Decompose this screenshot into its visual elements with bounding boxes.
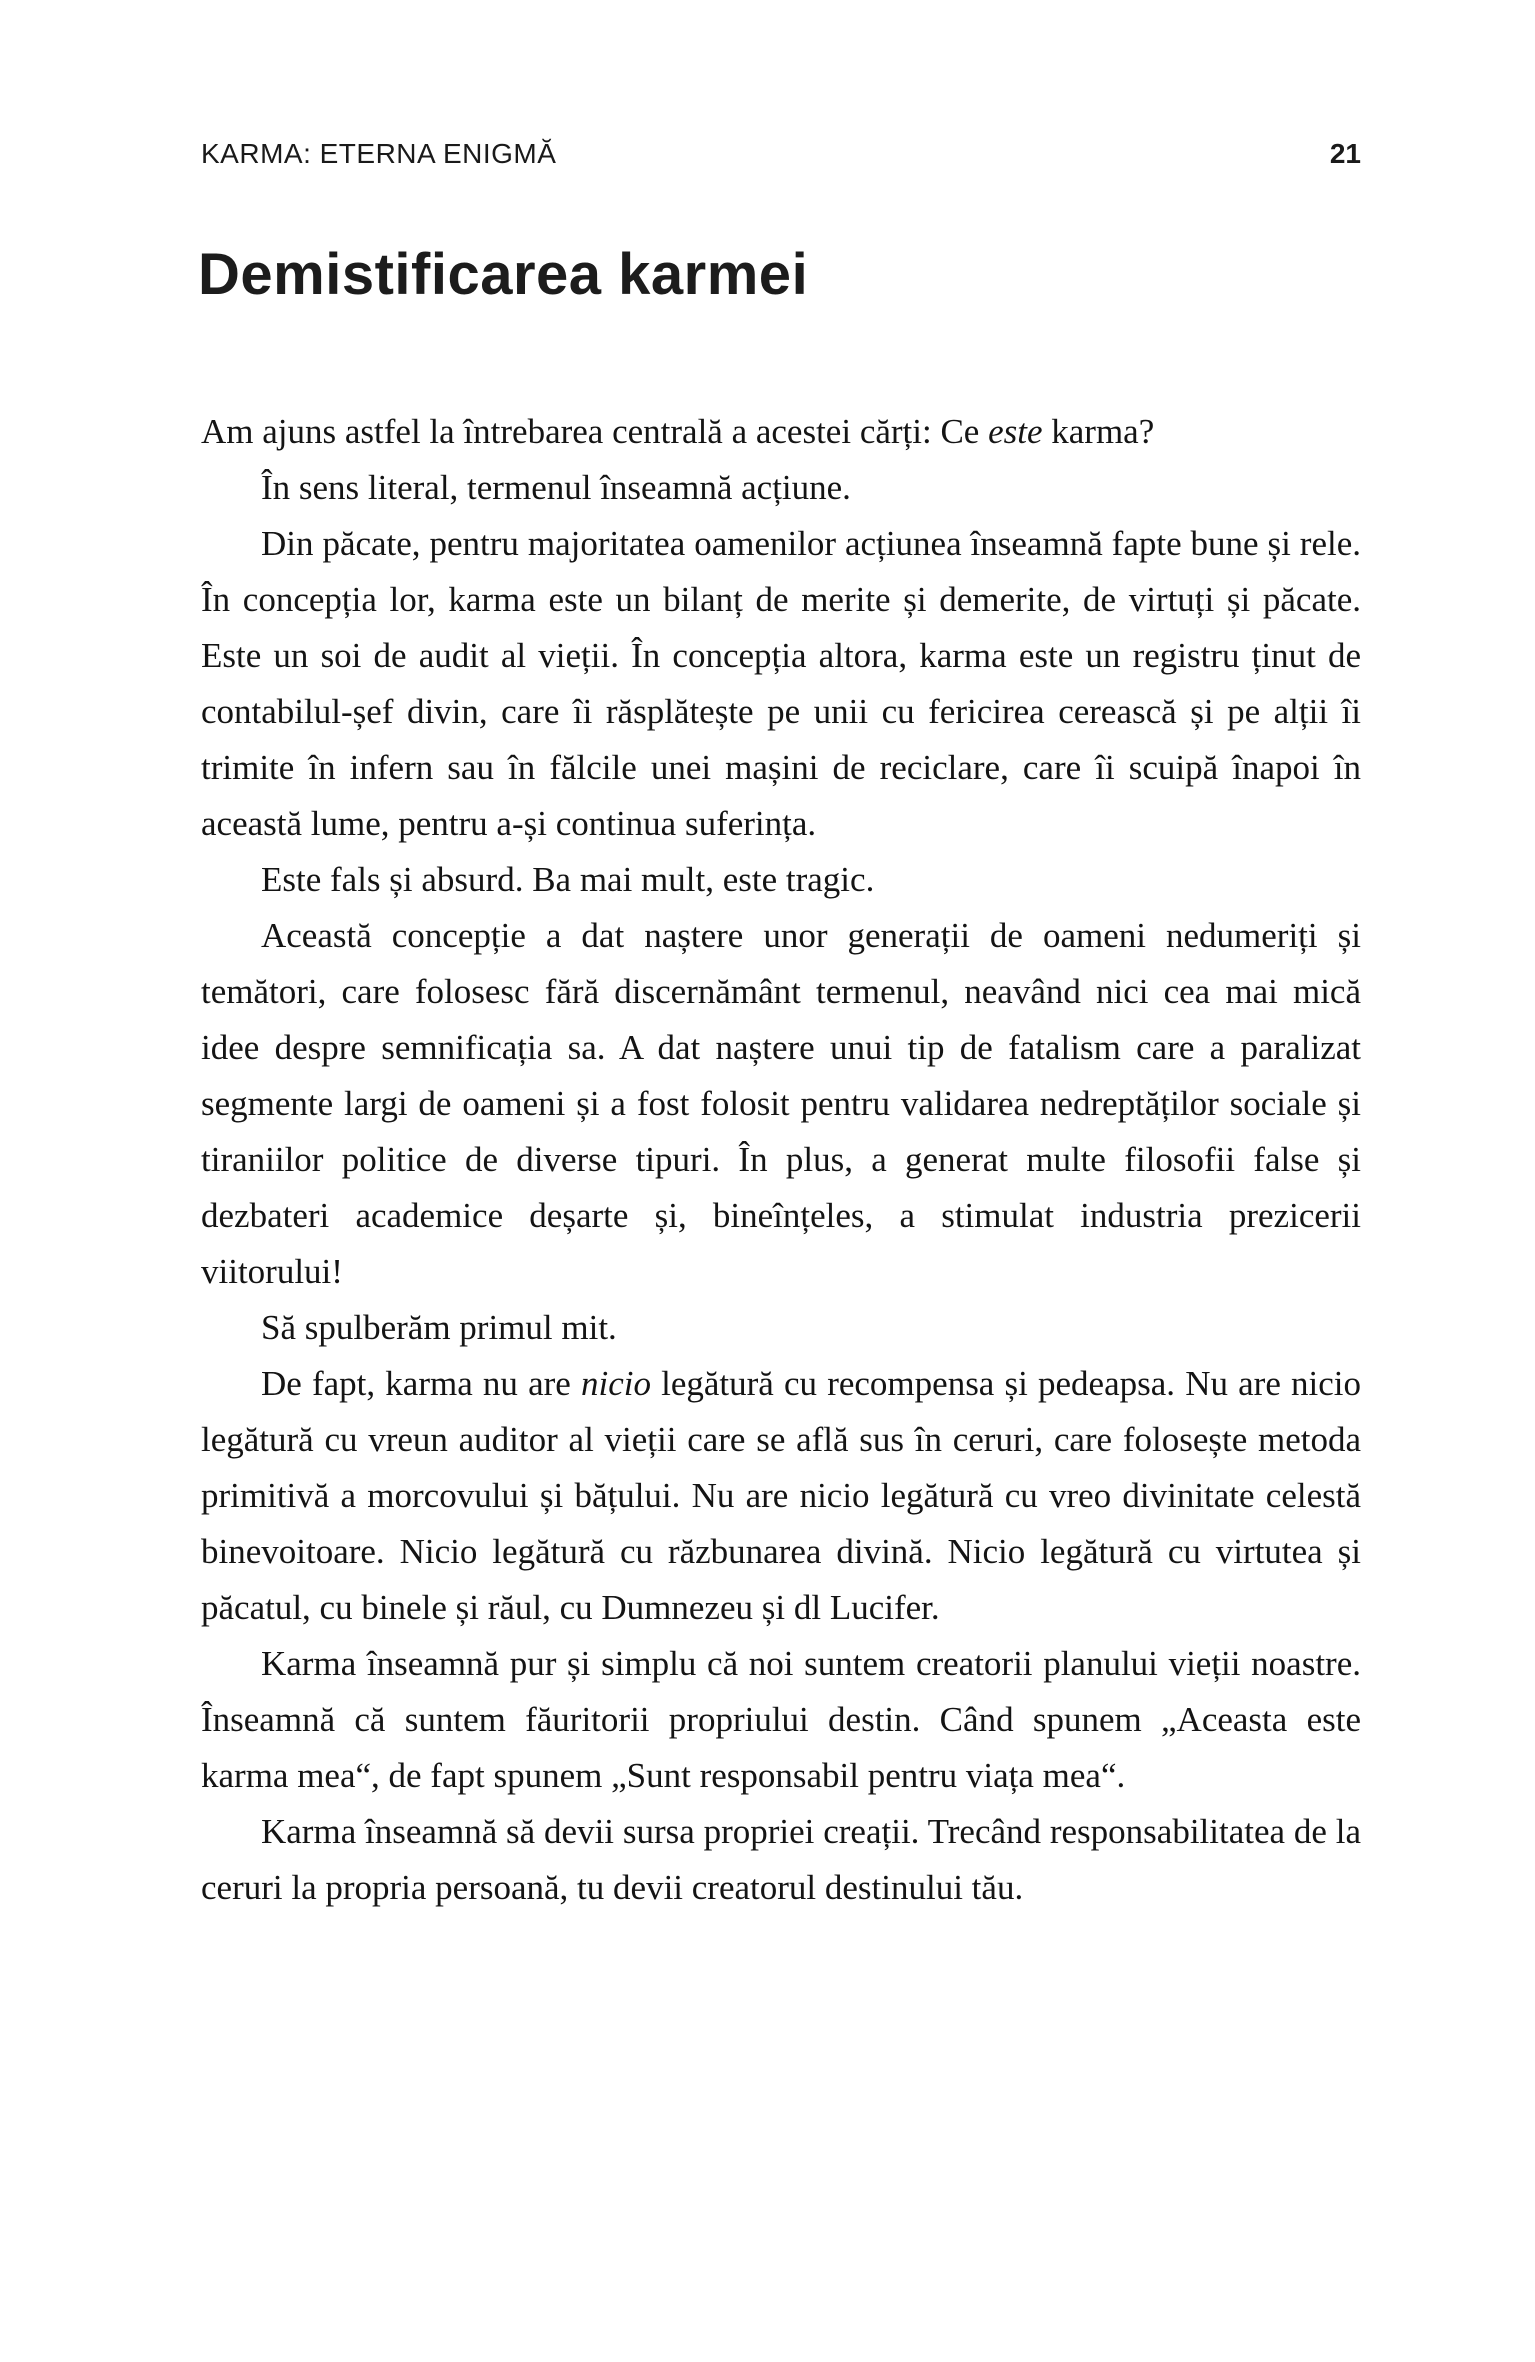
paragraph [201, 460, 1361, 516]
text-segment: Am ajuns astfel la întrebarea centrală a acestei cărți: Ce [201, 412, 989, 451]
text-segment: În sens literal, termenul înseamnă acțiune. [261, 468, 851, 507]
paragraph [201, 1636, 1361, 1804]
running-header [201, 138, 1361, 170]
text-segment: De fapt, karma nu are [261, 1364, 581, 1403]
paragraph [201, 516, 1361, 852]
text-segment: Să spulberăm primul mit. [261, 1308, 617, 1347]
text-segment: Din păcate, pentru majoritatea oamenilor acțiunea înseamnă fapte bune și rele. În concepția lor, karma este un bilanț de merite și demerite, de virtuți și păcate. Este un soi de audit al vieții. În concepția altora, karma este un registru ținut de contabilul-șef divin, care îi răsplătește pe unii cu fericirea cerească și pe alții îi trimite în infern sau în fălcile unei mașini de reciclare, care îi scuipă înapoi în această lume, pentru a-și continua suferința. [201, 524, 1361, 843]
text-segment: Această concepție a dat naștere unor generații de oameni nedumeriți și temători, care folosesc fără discernământ termenul, neavând nici cea mai mică idee despre semnificația sa. A dat naștere unui tip de fatalism care a paralizat segmente largi de oameni și a fost folosit pentru validarea nedreptăților sociale și tiraniilor politice de diverse tipuri. În plus, a generat multe filosofii false și dezbateri academice deșarte și, bineînțeles, a stimulat industria prezicerii viitorului! [201, 916, 1361, 1291]
paragraph [201, 404, 1361, 460]
italic-text: este [988, 412, 1043, 451]
body-text [201, 404, 1361, 1916]
page-number: 21 [1329, 138, 1361, 169]
text-segment: karma? [1042, 412, 1155, 451]
text-segment: Karma înseamnă pur și simplu că noi suntem creatorii planului vieții noastre. Înseamnă că suntem făuritorii propriului destin. Când spunem „Aceasta este karma mea“, de fapt spunem „Sunt responsabil pentru viața mea“. [201, 1644, 1361, 1795]
chapter-title: Demistificarea karmei [198, 242, 809, 307]
paragraph [201, 1300, 1361, 1356]
paragraph [201, 852, 1361, 908]
text-segment: Este fals și absurd. Ba mai mult, este tragic. [261, 860, 875, 899]
running-title: KARMA: ETERNA ENIGMĂ [201, 138, 557, 169]
paragraph [201, 1356, 1361, 1636]
text-segment: legătură cu recompensa și pedeapsa. Nu are nicio legătură cu vreun auditor al vieții care se află sus în ceruri, care folosește metoda primitivă a morcovului și bățului. Nu are nicio legătură cu vreo divinitate celestă binevoitoare. Nicio legătură cu răzbunarea divină. Nicio legătură cu virtutea și păcatul, cu binele și răul, cu Dumnezeu și dl Lucifer. [201, 1364, 1362, 1627]
paragraph [201, 1804, 1361, 1916]
italic-text: nicio [580, 1364, 651, 1403]
paragraph [201, 908, 1361, 1300]
text-segment: Karma înseamnă să devii sursa propriei creații. Trecând responsabilitatea de la ceruri la propria persoană, tu devii creatorul destinului tău. [201, 1812, 1361, 1907]
